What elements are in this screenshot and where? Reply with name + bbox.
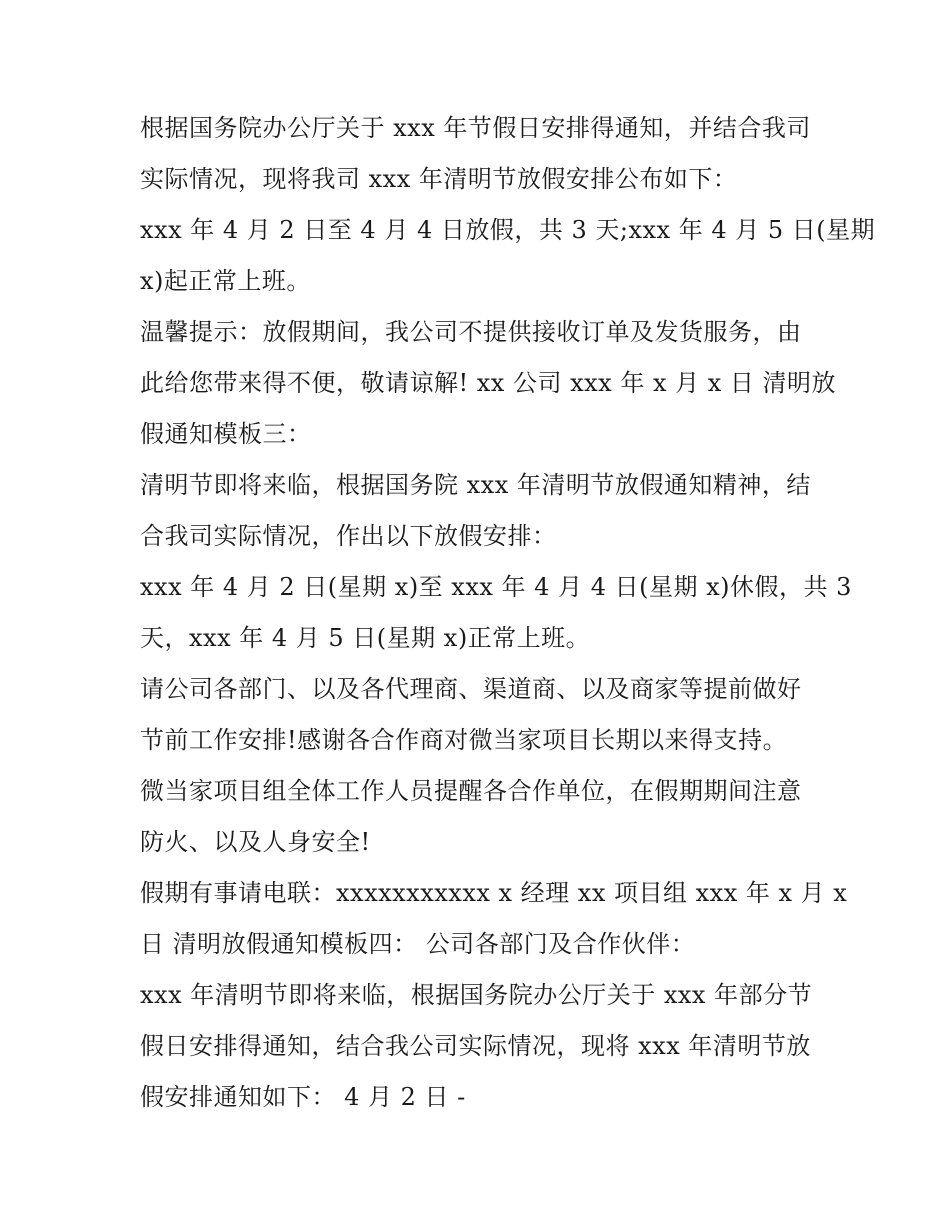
text-line: 请公司各部门、以及各代理商、渠道商、以及商家等提前做好 [140, 675, 802, 703]
text-line: 天，xxx 年 4 月 5 日(星期 x)正常上班。 [140, 624, 591, 652]
text-line: 假通知模板三： [140, 420, 312, 448]
text-line: xxx 年清明节即将来临，根据国务院办公厅关于 xxx 年部分节 [140, 981, 813, 1009]
text-line: 假期有事请电联：xxxxxxxxxxx x 经理 xx 项目组 xxx 年 x 月 x [140, 879, 848, 907]
text-line: 防火、以及人身安全! [140, 828, 371, 856]
text-line: 微当家项目组全体工作人员提醒各合作单位，在假期期间注意 [140, 777, 802, 805]
text-line: 清明节即将来临，根据国务院 xxx 年清明节放假通知精神，结 [140, 471, 811, 499]
text-line: 假安排通知如下： 4 月 2 日 - [140, 1083, 466, 1111]
text-line: 日 清明放假通知模板四： 公司各部门及合作伙伴： [140, 930, 696, 958]
text-line: x)起正常上班。 [140, 267, 311, 295]
text-line: 此给您带来得不便，敬请谅解! xx 公司 xxx 年 x 月 x 日 清明放 [140, 369, 837, 397]
text-line: 假日安排得通知，结合我公司实际情况，现将 xxx 年清明节放 [140, 1032, 811, 1060]
document-text-body [140, 103, 876, 1123]
text-line: xxx 年 4 月 2 日至 4 月 4 日放假，共 3 天;xxx 年 4 月 5 日(星期 [140, 216, 876, 244]
text-line: 节前工作安排!感谢各合作商对微当家项目长期以来得支持。 [140, 726, 788, 754]
text-line: 实际情况，现将我司 xxx 年清明节放假安排公布如下： [140, 165, 738, 193]
text-line: 根据国务院办公厅关于 xxx 年节假日安排得通知，并结合我司 [140, 114, 811, 142]
text-line: xxx 年 4 月 2 日(星期 x)至 xxx 年 4 月 4 日(星期 x)休假，共 3 [140, 573, 852, 601]
text-line: 合我司实际情况，作出以下放假安排： [140, 522, 557, 550]
text-line: 温馨提示：放假期间，我公司不提供接收订单及发货服务，由 [140, 318, 802, 346]
